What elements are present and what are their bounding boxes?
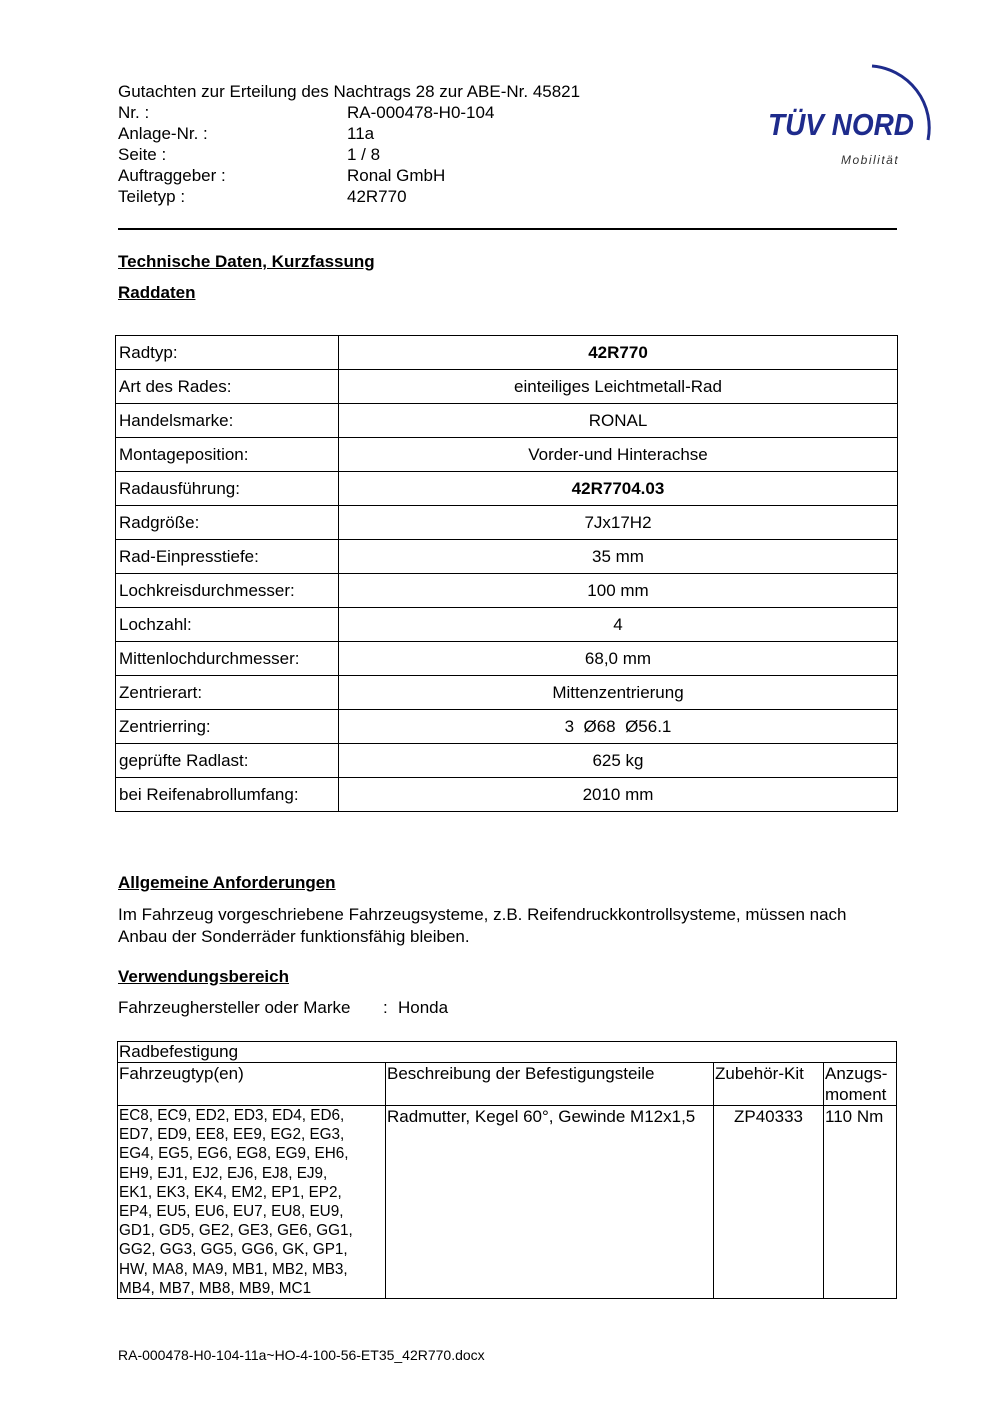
row-label: Radausführung: [116,472,339,506]
logo-brand: TÜV NORD [768,107,914,142]
row-label: geprüfte Radlast: [116,744,339,778]
accessory-kit: ZP40333 [714,1106,824,1299]
header-value-auftraggeber: Ronal GmbH [347,166,446,185]
row-label: Handelsmarke: [116,404,339,438]
row-value: 68,0 mm [339,642,898,676]
vehicle-types-line: EH9, EJ1, EJ2, EJ6, EJ8, EJ9, [119,1164,328,1182]
row-label: Montageposition: [116,438,339,472]
radbefestigung-table [117,1041,897,1299]
table-caption: Radbefestigung [118,1042,897,1063]
header-label-nr: Nr. : [118,103,150,122]
header-label-teiletyp: Teiletyp : [118,187,186,206]
table-header-row [118,1063,897,1106]
table-row [116,642,898,676]
header-value-anlage: 11a [347,124,375,143]
section-title-technische-daten: Technische Daten, Kurzfassung [118,252,375,271]
row-label: Rad-Einpresstiefe: [116,540,339,574]
table-row [116,472,898,506]
table-caption-row [118,1042,897,1063]
vehicle-types-line: EG4, EG5, EG6, EG8, EG9, EH6, [119,1145,349,1163]
row-value: 100 mm [339,574,898,608]
manufacturer-label: Fahrzeughersteller oder Marke [118,998,351,1017]
header-label-seite: Seite : [118,145,167,164]
report-title: Gutachten zur Erteilung des Nachtrags 28 zur ABE-Nr. 45821 [118,82,581,101]
row-value: 35 mm [339,540,898,574]
table-row [116,404,898,438]
column-header-anzugsmoment: Anzugs-moment [824,1063,897,1106]
row-value: 7Jx17H2 [339,506,898,540]
vehicle-types-line: EK1, EK3, EK4, EM2, EP1, EP2, [119,1183,342,1201]
row-value: 4 [339,608,898,642]
column-header-fahrzeugtyp: Fahrzeugtyp(en) [118,1063,386,1106]
header-divider [118,228,897,230]
table-row [116,608,898,642]
row-label: Lochzahl: [116,608,339,642]
row-value: 3 Ø68 Ø56.1 [339,710,898,744]
row-label: Radgröße: [116,506,339,540]
vehicle-types-cell [118,1106,386,1299]
raddaten-table [115,335,898,812]
manufacturer-value: Honda [398,998,449,1017]
row-value: 2010 mm [339,778,898,812]
row-label: Zentrierart: [116,676,339,710]
column-header-zubehoer-kit: Zubehör-Kit [714,1063,824,1106]
row-value: Mittenzentrierung [339,676,898,710]
vehicle-types-line: HW, MA8, MA9, MB1, MB2, MB3, [119,1260,348,1278]
table-row [118,1106,897,1299]
table-row [116,574,898,608]
header-value-seite: 1 / 8 [347,145,381,164]
row-value: 42R7704.03 [339,472,898,506]
header-value-teiletyp: 42R770 [347,187,407,206]
logo-subtitle: Mobilität [841,153,900,167]
table-row [116,506,898,540]
table-row [116,336,898,370]
table-row [116,778,898,812]
table-row [116,676,898,710]
vehicle-types-line: ED7, ED9, EE8, EE9, EG2, EG3, [119,1126,345,1144]
table-row [116,438,898,472]
section-title-verwendungsbereich: Verwendungsbereich [118,967,289,986]
vehicle-types-line: EP4, EU5, EU6, EU7, EU8, EU9, [119,1203,344,1221]
table-row [116,710,898,744]
row-value: 625 kg [339,744,898,778]
row-label: bei Reifenabrollumfang: [116,778,339,812]
manufacturer-separator: : [383,998,388,1017]
table-row [116,744,898,778]
row-value: Vorder-und Hinterachse [339,438,898,472]
row-label: Mittenlochdurchmesser: [116,642,339,676]
vehicle-types-line: MB4, MB7, MB8, MB9, MC1 [119,1279,312,1297]
document-filename: RA-000478-H0-104-11a~HO-4-100-56-ET35_42R770.docx [118,1347,485,1363]
fastening-description: Radmutter, Kegel 60°, Gewinde M12x1,5 [386,1106,714,1299]
header-value-nr: RA-000478-H0-104 [347,103,495,122]
table-row [116,370,898,404]
row-value: RONAL [339,404,898,438]
row-value: 42R770 [339,336,898,370]
vehicle-types-line: GG2, GG3, GG5, GG6, GK, GP1, [119,1241,348,1259]
column-header-beschreibung: Beschreibung der Befestigungsteile [386,1063,714,1106]
requirements-text: Im Fahrzeug vorgeschriebene Fahrzeugsysteme, z.B. Reifendruckkontrollsysteme, müssen nach Anbau der Sonderräder funktionsfähig bleiben. [118,905,847,946]
header-label-anlage: Anlage-Nr. : [118,124,208,143]
row-label: Lochkreisdurchmesser: [116,574,339,608]
table-row [116,540,898,574]
tightening-torque: 110 Nm [824,1106,897,1299]
tuev-nord-logo [764,58,944,178]
row-label: Radtyp: [116,336,339,370]
header-label-auftraggeber: Auftraggeber : [118,166,226,185]
row-value: einteiliges Leichtmetall-Rad [339,370,898,404]
vehicle-types-line: GD1, GD5, GE2, GE3, GE6, GG1, [119,1222,353,1240]
row-label: Art des Rades: [116,370,339,404]
row-label: Zentrierring: [116,710,339,744]
vehicle-types-line: EC8, EC9, ED2, ED3, ED4, ED6, [119,1107,345,1124]
section-title-raddaten: Raddaten [118,283,196,302]
section-title-allgemeine-anforderungen: Allgemeine Anforderungen [118,873,336,892]
